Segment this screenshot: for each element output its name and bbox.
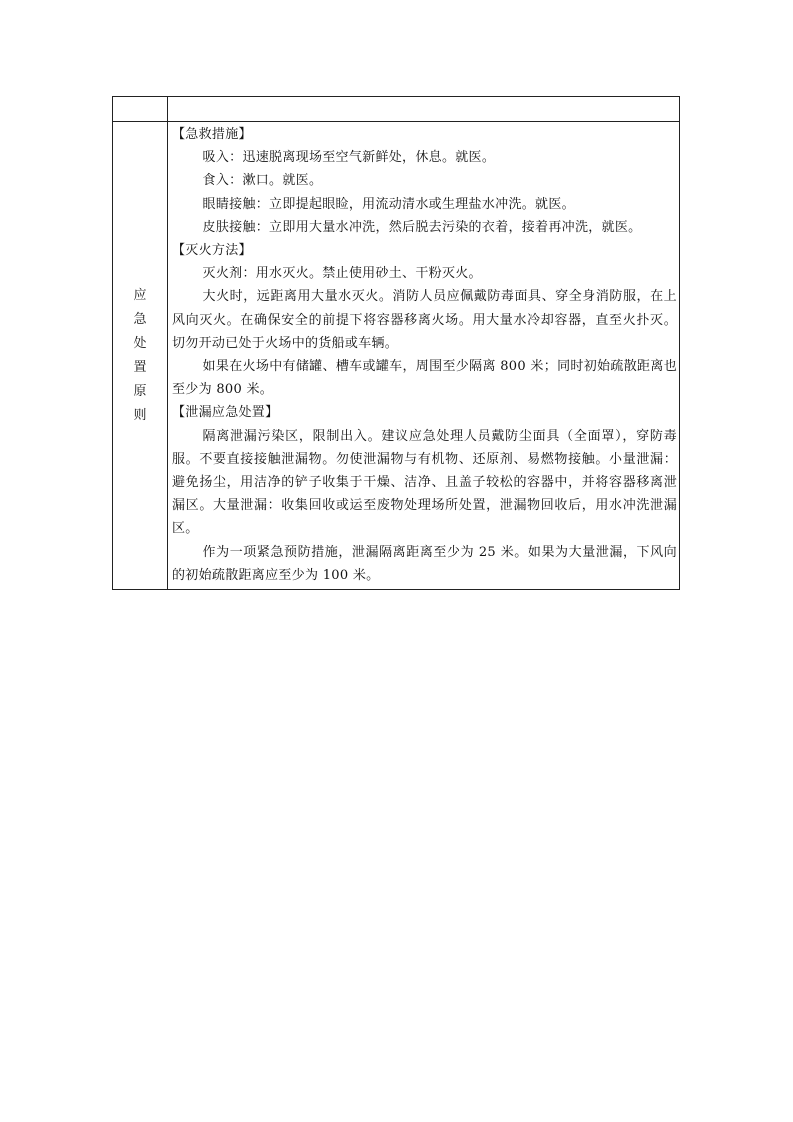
first-aid-heading: 【急救措施】 — [172, 127, 252, 142]
section-label-char: 则 — [133, 407, 147, 423]
first-aid-ingestion: 食入：漱口。就医。 — [202, 173, 323, 189]
section-label-cell — [113, 122, 168, 590]
section-label-char: 原 — [133, 383, 147, 399]
section-label-char: 急 — [133, 311, 147, 327]
leak-response-heading: 【泄漏应急处置】 — [172, 405, 279, 421]
fire-fighting-agent: 灭火剂：用水灭火。禁止使用砂土、干粉灭火。 — [202, 266, 482, 282]
header-cell-left — [113, 97, 168, 122]
table-header-row — [113, 97, 680, 122]
fire-fighting-large-fire: 大火时，远距离用大量水灭火。消防人员应佩戴防毒面具、穿全身消防服，在上风向灭火。在确保安全的前提下将容器移离火场。用大量水冷却容器，直至火扑灭。切勿开动已处于火场中的货船或车辆。 — [172, 289, 677, 351]
section-content-cell — [168, 122, 680, 590]
section-label-char: 处 — [133, 335, 147, 351]
fire-fighting-heading: 【灭火方法】 — [172, 243, 252, 259]
leak-response-distance: 作为一项紧急预防措施，泄漏隔离距离至少为 25 米。如果为大量泄漏，下风向的初始疏散距离应至少为 100 米。 — [172, 544, 677, 583]
first-aid-inhalation: 吸入：迅速脱离现场至空气新鲜处，休息。就医。 — [202, 150, 496, 166]
leak-response-procedure: 隔离泄漏污染区，限制出入。建议应急处理人员戴防尘面具（全面罩），穿防毒服。不要直接接触泄漏物。勿使泄漏物与有机物、还原剂、易燃物接触。小量泄漏：避免扬尘，用洁净的铲子收集于干燥、洁净、且盖子较松的容器中，并将容器移离泄漏区。大量泄漏：收集回收或运至废物处理场所处置，泄漏物回收后，用水冲洗泄漏区。 — [172, 428, 677, 537]
fire-fighting-isolation: 如果在火场中有储罐、槽车或罐车，周围至少隔离 800 米；同时初始疏散距离也至少为 800 米。 — [172, 359, 677, 398]
emergency-table — [112, 96, 680, 590]
first-aid-skin-contact: 皮肤接触：立即用大量水冲洗，然后脱去污染的衣着，接着再冲洗，就医。 — [202, 219, 642, 235]
section-label-char: 应 — [133, 287, 147, 303]
section-label-char: 置 — [133, 359, 147, 375]
emergency-principles-row — [113, 122, 680, 590]
header-cell-right — [168, 97, 680, 122]
first-aid-eye-contact: 眼睛接触：立即提起眼睑，用流动清水或生理盐水冲洗。就医。 — [202, 196, 575, 212]
section-label — [113, 284, 167, 428]
